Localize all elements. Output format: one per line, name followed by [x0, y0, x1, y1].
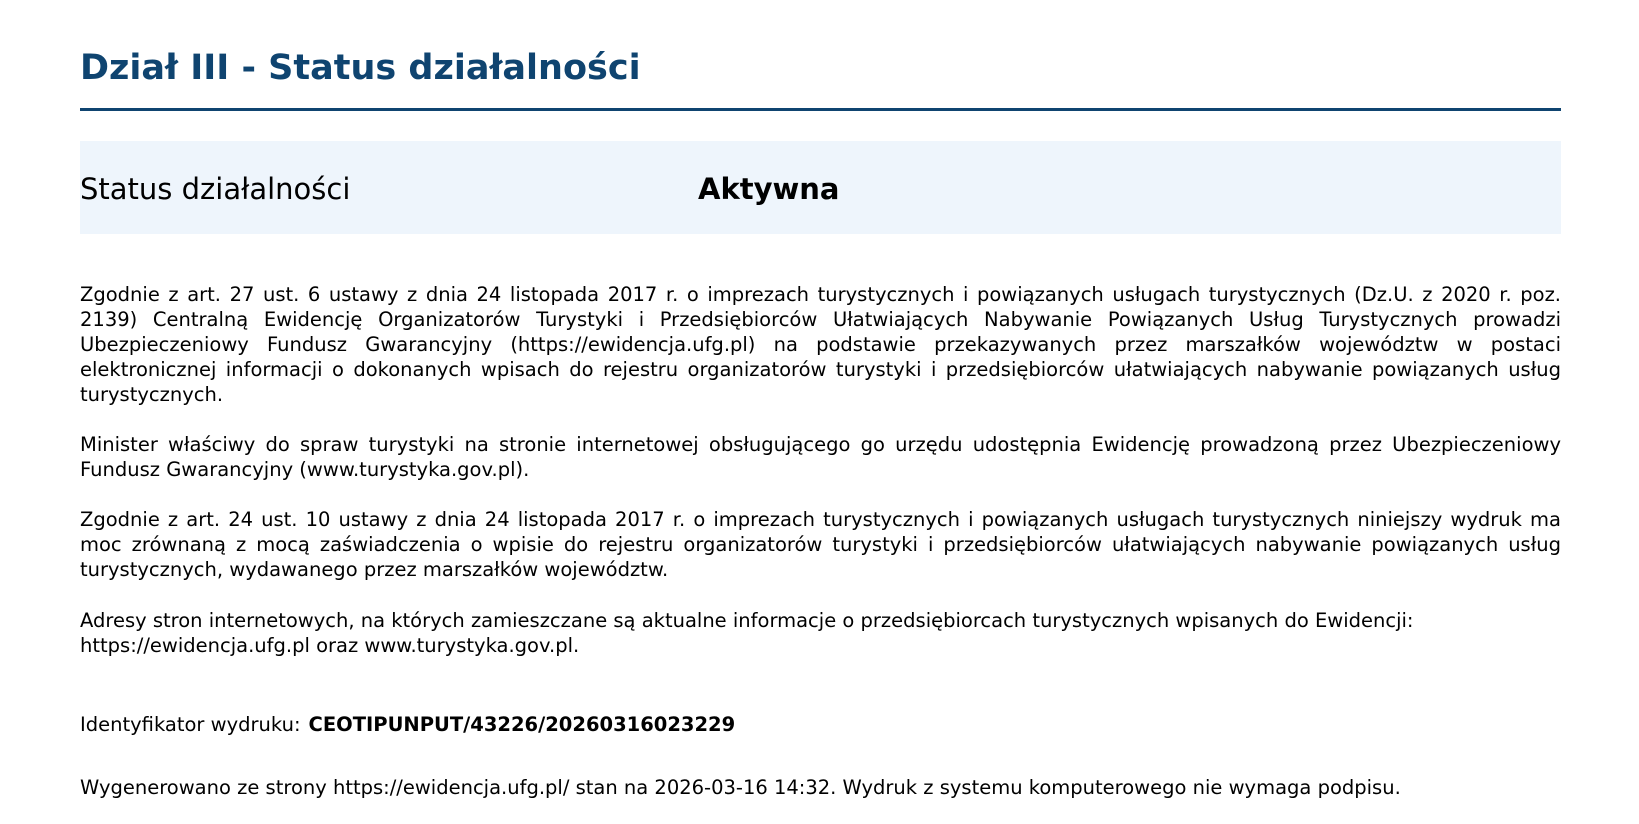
status-value: Aktywna	[698, 172, 840, 206]
legal-paragraph-registry: Zgodnie z art. 27 ust. 6 ustawy z dnia 24 listopada 2017 r. o imprezach turystycznych i powiązanych usługach turystycznych (Dz.U. z 2020 r. poz. 2139) Centralną Ewidencję Organizatorów Turystyki i Przedsiębiorców Ułatwiających Nabywanie Powiązanych Usług Turystycznych prowadzi Ubezpieczeniowy Fundusz Gwarancyjny (https://ewidencja.ufg.pl) na podstawie przekazywanych przez marszałków województw w postaci elektronicznej informacji o dokonanych wpisach do rejestru organizatorów turystyki i przedsiębiorców ułatwiających nabywanie powiązanych usług turystycznych.	[80, 283, 1561, 406]
generation-note: Wygenerowano ze strony https://ewidencja.ufg.pl/ stan na 2026-03-16 14:32. Wydruk z systemu komputerowego nie wymaga podpisu.	[80, 776, 1401, 799]
title-divider	[80, 108, 1561, 111]
legal-paragraph-websites: Adresy stron internetowych, na których zamieszczane są aktualne informacje o przedsiębiorcach turystycznych wpisanych do Ewidencji: https://ewidencja.ufg.pl oraz www.turystyka.gov.pl.	[80, 609, 1414, 657]
printout-id-value: CEOTIPUNPUT/43226/20260316023229	[308, 713, 736, 736]
status-row	[80, 141, 1561, 234]
legal-paragraph-minister: Minister właściwy do spraw turystyki na stronie internetowej obsługującego go urzędu udostępnia Ewidencję prowadzoną przez Ubezpieczeniowy Fundusz Gwarancyjny (www.turystyka.gov.pl).	[80, 433, 1561, 481]
printout-identifier	[80, 712, 735, 737]
status-label: Status działalności	[80, 172, 351, 206]
printout-id-label: Identyfikator wydruku:	[80, 713, 301, 736]
section-title: Dział III - Status działalności	[80, 48, 641, 88]
legal-paragraph-certificate: Zgodnie z art. 24 ust. 10 ustawy z dnia 24 listopada 2017 r. o imprezach turystycznych i powiązanych usługach turystycznych niniejszy wydruk ma moc zrównaną z mocą zaświadczenia o wpisie do rejestru organizatorów turystyki i przedsiębiorców ułatwiających nabywanie powiązanych usług turystycznych, wydawanego przez marszałków województw.	[80, 508, 1561, 581]
